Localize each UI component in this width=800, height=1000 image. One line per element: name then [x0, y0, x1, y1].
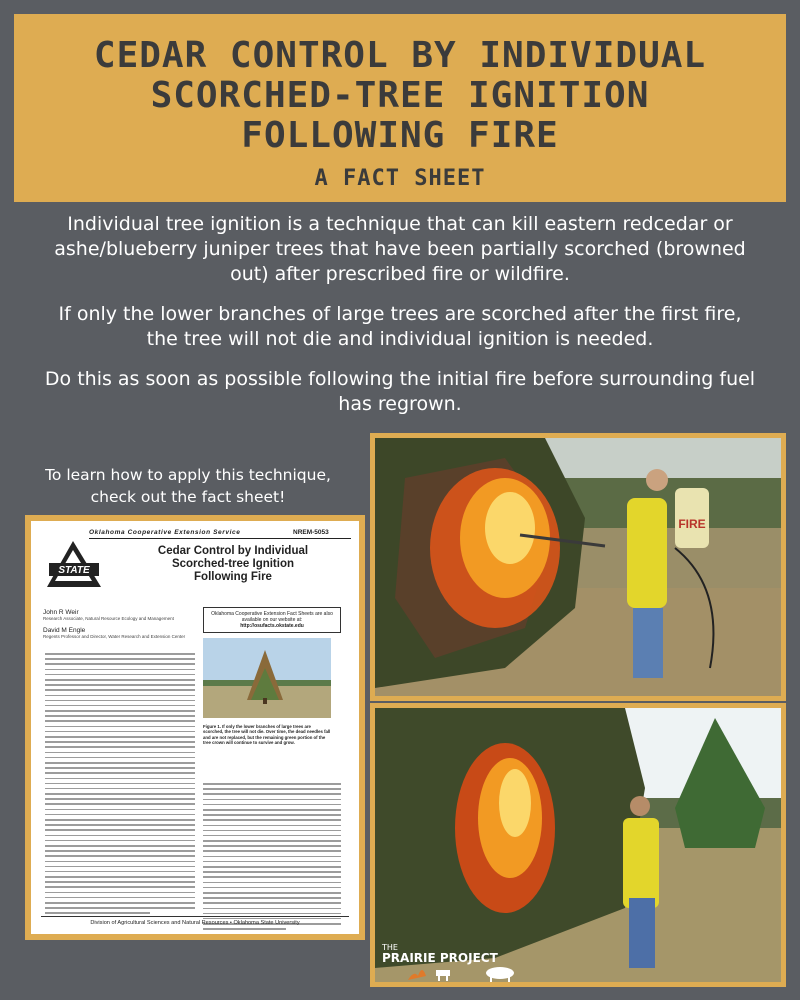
fact-sheet-title-line: Cedar Control by Individual [157, 545, 309, 557]
title-line: FOLLOWING FIRE [241, 115, 559, 156]
fact-sheet-page [31, 521, 359, 934]
header-banner [14, 14, 786, 202]
call-to-action [18, 464, 358, 508]
intro-paragraph: Do this as soon as possible following the initial fire before surrounding fuel has regrown. [44, 368, 756, 415]
cta-line: check out the fact sheet! [90, 488, 286, 506]
body-text-column-2 [203, 783, 341, 933]
intro-text [40, 212, 760, 432]
author-role: Regents Professor and Director, Water Research and Extension Center [43, 634, 186, 639]
brand-the: THE [382, 943, 398, 952]
prairie-project-logo-icon [380, 940, 550, 982]
fact-sheet-title-line: Following Fire [194, 571, 272, 583]
website-url[interactable]: http://osufacts.okstate.edu [240, 623, 304, 629]
header-rule [89, 538, 351, 539]
brand-name: PRAIRIE PROJECT [382, 951, 498, 965]
author-name: John R Weir [43, 609, 79, 616]
fact-sheet-title [113, 545, 353, 584]
page-subtitle: A FACT SHEET [314, 166, 486, 191]
extension-series: Oklahoma Cooperative Extension Service [89, 529, 241, 536]
tank-label: FIRE [678, 517, 706, 531]
figure-photo [203, 638, 331, 718]
logo-text: STATE [58, 565, 90, 576]
cta-line: To learn how to apply this technique, [45, 466, 331, 484]
website-box [203, 607, 341, 633]
title-line: SCORCHED-TREE IGNITION [150, 75, 650, 116]
osu-logo-icon [43, 537, 105, 591]
fact-sheet-footer: Division of Agricultural Sciences and Natural Resources • Oklahoma State University [41, 916, 349, 926]
fact-sheet-title-line: Scorched-tree Ignition [171, 558, 295, 570]
photo-torch-ignition [370, 433, 786, 701]
body-text-column-1 [45, 653, 195, 918]
title-line: CEDAR CONTROL BY INDIVIDUAL [93, 35, 707, 76]
fact-sheet-thumbnail[interactable] [25, 515, 365, 940]
figure-caption: Figure 1. If only the lower branches of large trees are scorched, the tree will not die. Over time, the dead needles fall and are not replaced, but the remaining green portion of the tree crown will continue to survive and grow. [203, 724, 331, 746]
photo-scene [375, 438, 781, 696]
author-name: David M Engle [43, 627, 86, 634]
intro-paragraph: If only the lower branches of large trees are scorched after the first fire, the tree will not die and individual ignition is needed. [58, 303, 742, 350]
fact-sheet-code: NREM-5053 [293, 529, 329, 536]
website-text: Oklahoma Cooperative Extension Fact Sheets are also available on our website at: [211, 611, 333, 623]
author [43, 609, 174, 621]
intro-paragraph: Individual tree ignition is a technique that can kill eastern redcedar or ashe/blueberry juniper trees that have been partially scorched (browned out) after prescribed fire or wildfire. [54, 213, 746, 285]
author [43, 627, 193, 639]
author-role: Research Associate, Natural Resource Ecology and Management [43, 616, 174, 621]
page-title [14, 36, 786, 156]
